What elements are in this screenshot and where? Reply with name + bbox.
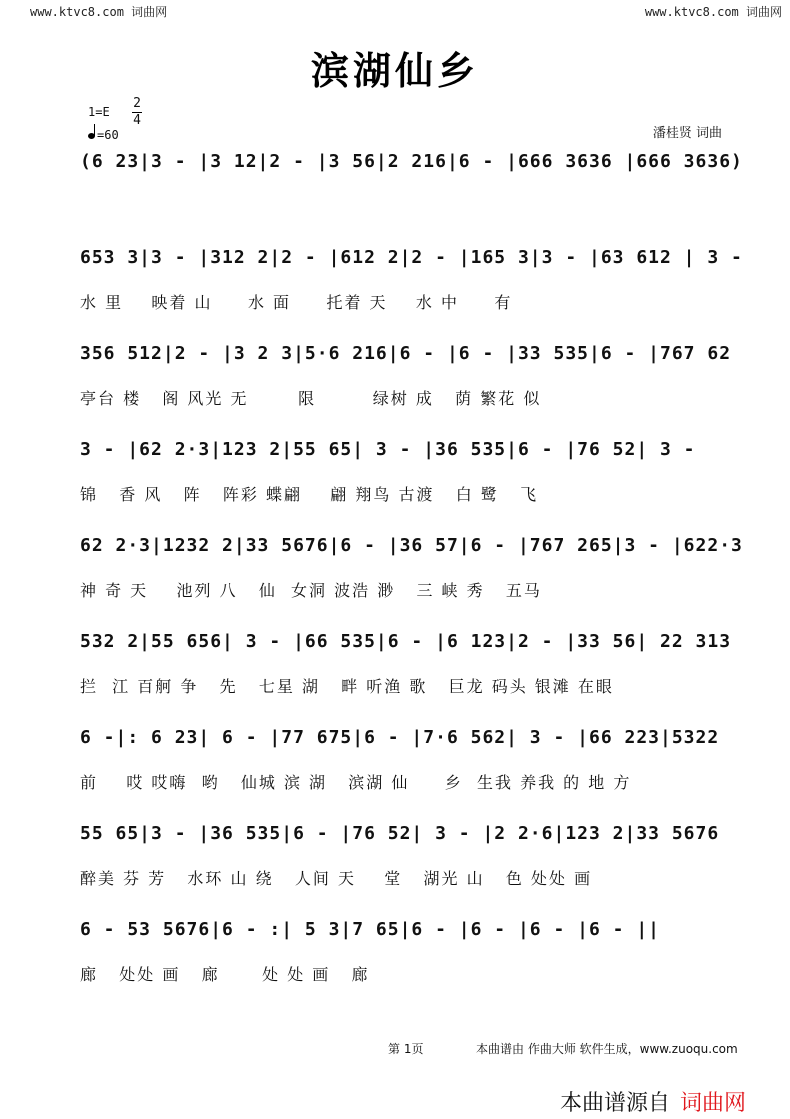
notes-line-6: 532 2|55 656| 3 - |66 535|6 - |6 123|2 - |33 56| 22 313	[80, 631, 732, 652]
notes-line-4: 3 - |62 2·3|123 2|55 65| 3 - |36 535|6 - |76 52| 3 -	[80, 439, 696, 460]
lyrics-line-8: 醉美 芬 芳 水环 山 绕 人间 天 堂 湖光 山 色 处处 画	[80, 869, 593, 888]
watermark-right: www.ktvc8.com 词曲网	[644, 5, 782, 19]
source-credit	[560, 1086, 746, 1117]
time-signature-bottom: 4	[133, 113, 141, 128]
score-line-2	[80, 246, 743, 313]
score-line-1	[80, 150, 743, 174]
lyrics-line-7: 前 哎 哎嗨 哟 仙城 滨 湖 滨湖 仙 乡 生我 养我 的 地 方	[80, 773, 632, 792]
quarter-note-icon	[88, 133, 95, 139]
lyrics-line-4: 锦 香 风 阵 阵彩 蝶翩 翩 翔鸟 古渡 白 鹭 飞	[80, 485, 539, 504]
notes-line-8: 55 65|3 - |36 535|6 - |76 52| 3 - |2 2·6|123 2|33 5676	[80, 823, 720, 844]
score-line-7	[80, 726, 740, 793]
notes-line-1: (6 23|3 - |3 12|2 - |3 56|2 216|6 - |666 3636 |666 3636)	[80, 151, 743, 172]
notes-line-5: 62 2·3|1232 2|33 5676|6 - |36 57|6 - |767 265|3 - |622·3	[80, 535, 743, 556]
source-label: 本曲谱源自	[560, 1091, 671, 1116]
lyrics-line-3: 亭台 楼 阁 风光 无 限 绿树 成 荫 繁花 似	[80, 389, 542, 408]
lyrics-line-5: 神 奇 天 池列 八 仙 女洞 波浩 渺 三 峡 秀 五马	[80, 581, 542, 600]
score-line-8	[80, 822, 740, 889]
tempo-marking	[88, 128, 119, 142]
score-line-6	[80, 630, 740, 697]
notes-line-9: 6 - 53 5676|6 - :| 5 3|7 65|6 - |6 - |6 - |6 - ||	[80, 919, 661, 940]
composer-credit: 潘桂贤 词曲	[652, 126, 722, 141]
lyrics-line-6: 拦 江 百舸 争 先 七星 湖 畔 听渔 歌 巨龙 码头 银滩 在眼	[80, 677, 614, 696]
lyrics-line-2: 水 里 映着 山 水 面 托着 天 水 中 有	[80, 293, 513, 312]
key-signature: 1=E	[88, 105, 110, 119]
software-credit: 本曲谱由 作曲大师 软件生成，www.zuoqu.com	[476, 1042, 738, 1056]
time-signature-top: 2	[133, 96, 141, 111]
score-line-5	[80, 534, 743, 601]
time-signature	[132, 96, 142, 129]
notes-line-3: 356 512|2 - |3 2 3|5·6 216|6 - |6 - |33 535|6 - |767 62	[80, 343, 732, 364]
notes-line-7: 6 -|: 6 23| 6 - |77 675|6 - |7·6 562| 3 - |66 223|5322	[80, 727, 720, 748]
watermark-left: www.ktvc8.com 词曲网	[30, 5, 168, 19]
score-line-4	[80, 438, 740, 505]
score-line-9	[80, 918, 740, 985]
tempo-value: =60	[97, 128, 119, 142]
notes-line-2: 653 3|3 - |312 2|2 - |612 2|2 - |165 3|3 - |63 612 | 3 -	[80, 247, 743, 268]
lyrics-line-9: 廊 处处 画 廊 处 处 画 廊	[80, 965, 370, 984]
song-title: 滨湖仙乡	[310, 48, 479, 93]
score-line-3	[80, 342, 740, 409]
page-number: 第 1页	[388, 1042, 424, 1056]
source-site-link[interactable]: 词曲网	[680, 1091, 747, 1116]
